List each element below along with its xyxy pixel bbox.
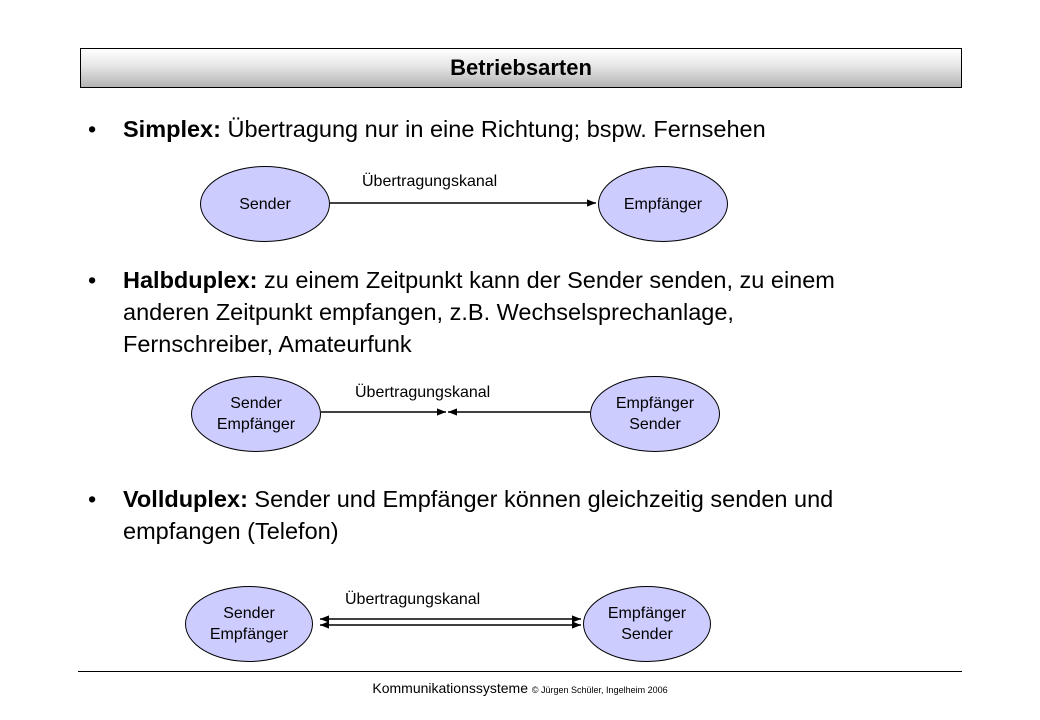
node-sender-empfaenger <box>191 376 321 452</box>
footer-title: Kommunikationssysteme <box>372 680 528 696</box>
bullet-text: anderen Zeitpunkt empfangen, z.B. Wechselsprechanlage, <box>123 299 734 325</box>
node-label: Empfänger <box>209 626 289 643</box>
node-empfaenger-sender <box>590 376 720 452</box>
footer-divider <box>78 671 962 672</box>
footer <box>0 680 1040 696</box>
channel-label: Übertragungskanal <box>362 173 498 190</box>
node-label: Sender <box>230 395 282 412</box>
channel-label: Übertragungskanal <box>345 591 481 608</box>
bullet-text: Übertragung nur in eine Richtung; bspw. Fernsehen <box>220 116 766 142</box>
node-sender-empfaenger <box>185 586 313 662</box>
node-label: Sender <box>239 195 291 213</box>
node-label: Empfänger <box>607 605 687 622</box>
footer-copyright: © Jürgen Schüler, Ingelheim 2006 <box>531 685 668 695</box>
node-label: Empfänger <box>623 195 703 213</box>
bullet-term: Simplex: <box>123 116 221 142</box>
node-empfaenger <box>598 166 728 242</box>
bullet-term: Halbduplex: <box>123 267 258 293</box>
bullet-text: Fernschreiber, Amateurfunk <box>123 331 412 357</box>
slide-title: Betriebsarten <box>80 48 962 88</box>
bullet-term: Vollduplex: <box>123 486 248 512</box>
bullet-dot: • <box>88 267 97 293</box>
node-sender <box>200 166 330 242</box>
node-empfaenger-sender <box>583 586 711 662</box>
node-label: Empfänger <box>216 416 296 433</box>
bullet-dot: • <box>88 486 97 512</box>
bullet-text: Sender und Empfänger können gleichzeitig senden und <box>247 486 834 512</box>
bullet-text: empfangen (Telefon) <box>123 518 339 544</box>
bullet-dot: • <box>88 116 97 142</box>
node-label: Sender <box>621 626 673 643</box>
channel-label: Übertragungskanal <box>355 384 491 401</box>
node-label: Empfänger <box>615 395 695 412</box>
node-label: Sender <box>223 605 275 622</box>
node-label: Sender <box>629 416 681 433</box>
bullet-text: zu einem Zeitpunkt kann der Sender senden, zu einem <box>257 267 835 293</box>
